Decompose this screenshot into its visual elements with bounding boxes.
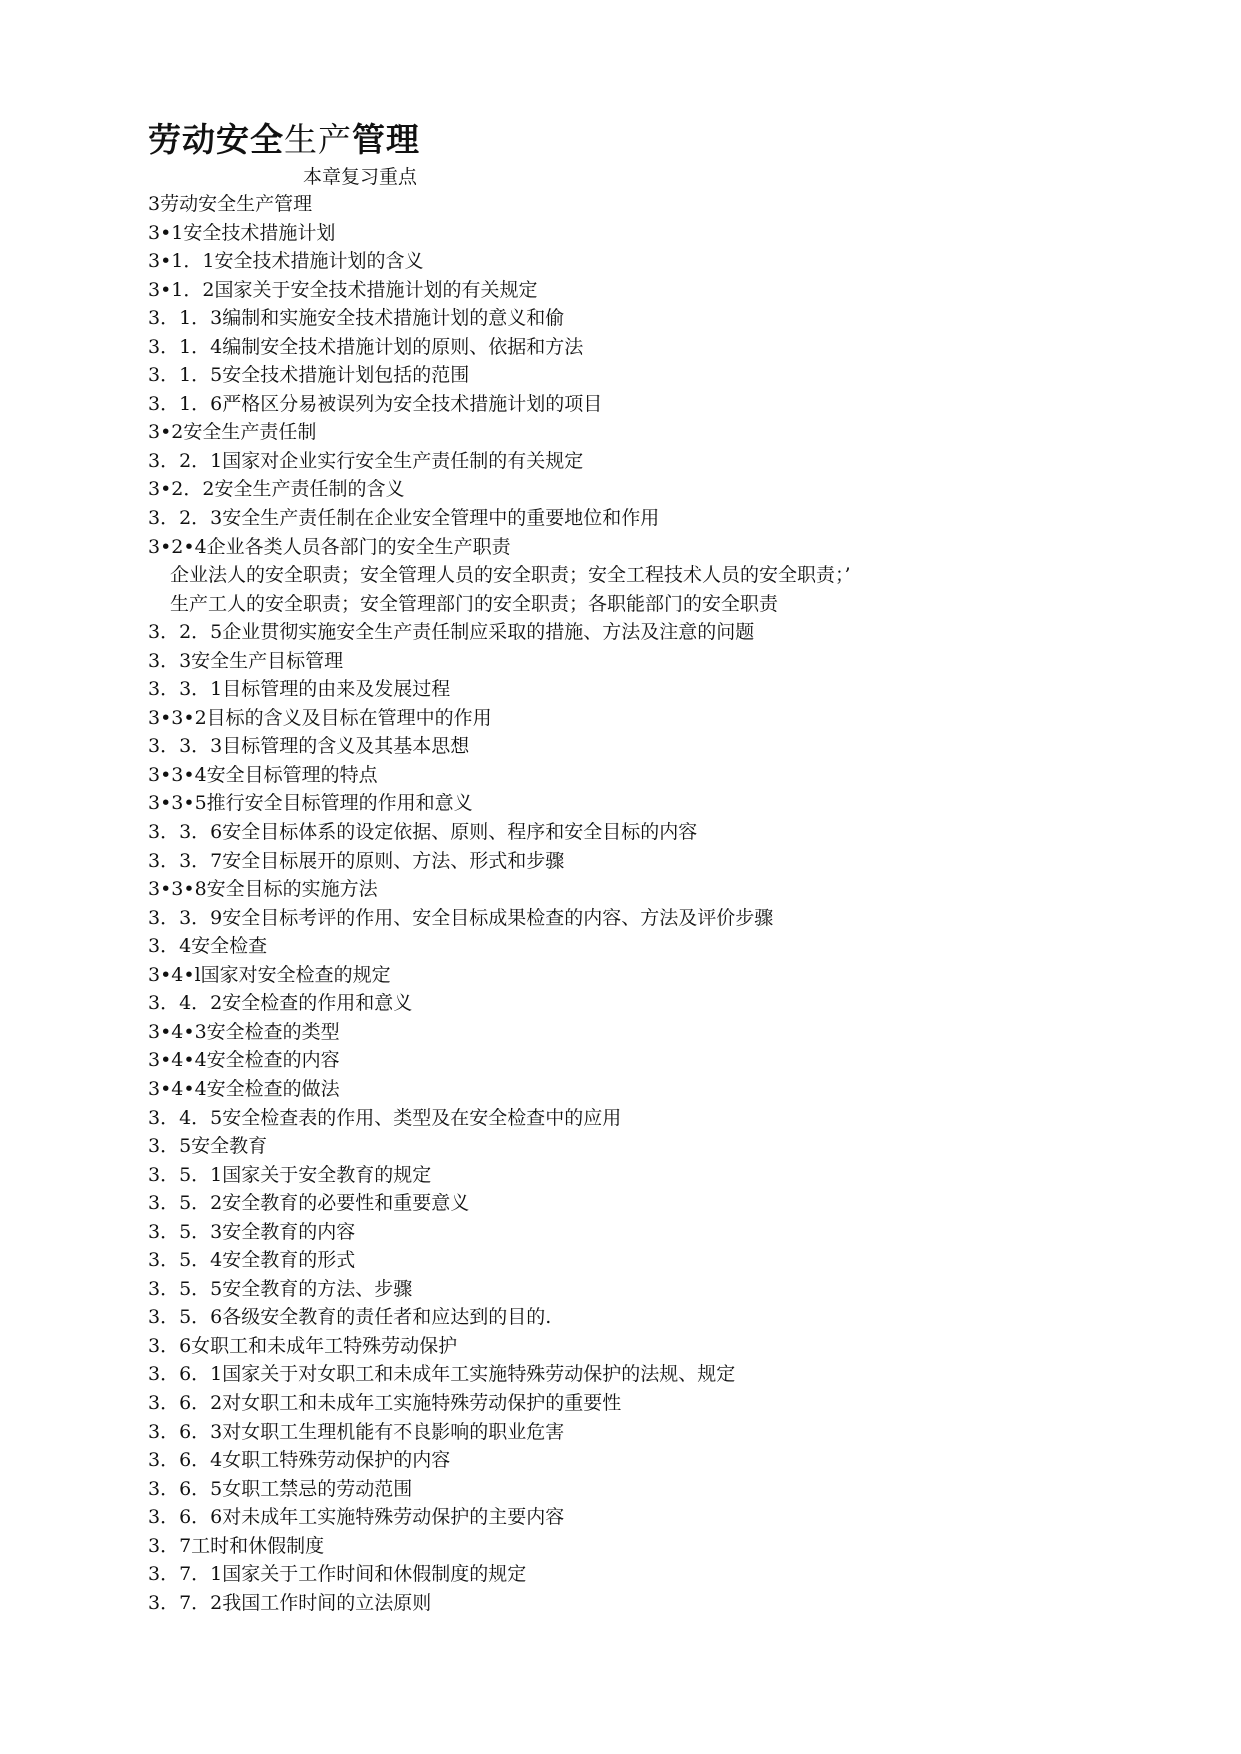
outline-item: 3•1．1安全技术措施计划的含义	[148, 250, 424, 273]
outline-item: 3．3．6安全目标体系的设定依据、原则、程序和安全目标的内容	[148, 821, 698, 844]
outline-item: 3•4•3安全检查的类型	[148, 1020, 340, 1043]
outline-item: 3．2．1国家对企业实行安全生产责任制的有关规定	[148, 449, 584, 472]
outline-item: 3•2．2安全生产责任制的含义	[148, 478, 405, 501]
outline-item: 3劳动安全生产管理	[148, 193, 313, 215]
outline-item: 3．6．6对未成年工实施特殊劳动保护的主要内容	[148, 1506, 565, 1529]
outline-item: 3．1．4编制安全技术措施计划的原则、依据和方法	[148, 335, 584, 358]
outline-item: 3．5安全教育	[148, 1135, 268, 1158]
outline-item: 3．3．9安全目标考评的作用、安全目标成果检查的内容、方法及评价步骤	[148, 906, 774, 929]
outline-item: 3．5．3安全教育的内容	[148, 1220, 356, 1243]
outline-item: 3．6．5女职工禁忌的劳动范围	[148, 1477, 413, 1500]
outline-item: 3•3•8安全目标的实施方法	[148, 878, 378, 901]
document-title	[148, 118, 420, 162]
outline-item: 3．3．3目标管理的含义及其基本思想	[148, 735, 470, 758]
outline-item: 3．4．2安全检查的作用和意义	[148, 992, 413, 1015]
outline-item: 3．6女职工和未成年工特殊劳动保护	[148, 1334, 458, 1357]
outline-item: 3．3．7安全目标展开的原则、方法、形式和步骤	[148, 849, 565, 872]
outline-item: 3•3•2目标的含义及目标在管理中的作用	[148, 706, 492, 729]
outline-detail-line: 企业法人的安全职责；安全管理人员的安全职责；安全工程技术人员的安全职责；’	[170, 564, 851, 587]
outline-item: 3•4•4安全检查的内容	[148, 1049, 340, 1072]
outline-item: 3．2．5企业贯彻实施安全生产责任制应采取的措施、方法及注意的问题	[148, 621, 755, 644]
outline-list	[148, 190, 851, 1617]
outline-item: 3．7．1国家关于工作时间和休假制度的规定	[148, 1563, 527, 1586]
outline-item: 3．6．3对女职工生理机能有不良影响的职业危害	[148, 1420, 565, 1443]
outline-item: 3．5．1国家关于安全教育的规定	[148, 1163, 432, 1186]
title-part-3: 管理	[352, 120, 420, 159]
outline-item: 3．5．2安全教育的必要性和重要意义	[148, 1192, 470, 1215]
outline-item: 3•1安全技术措施计划	[148, 221, 336, 244]
outline-item: 3．6．4女职工特殊劳动保护的内容	[148, 1449, 451, 1472]
outline-item: 3．4．5安全检查表的作用、类型及在安全检查中的应用	[148, 1106, 622, 1129]
outline-item: 3．6．2对女职工和未成年工实施特殊劳动保护的重要性	[148, 1391, 622, 1414]
outline-item: 3．3．1目标管理的由来及发展过程	[148, 678, 451, 701]
outline-item: 3．5．6各级安全教育的责任者和应达到的目的.	[148, 1306, 552, 1329]
document-subtitle: 本章复习重点	[303, 166, 418, 188]
outline-item: 3．1．5安全技术措施计划包括的范围	[148, 364, 470, 387]
outline-item: 3．1．6严格区分易被误列为安全技术措施计划的项目	[148, 392, 603, 415]
outline-item: 3．6．1国家关于对女职工和未成年工实施特殊劳动保护的法规、规定	[148, 1363, 736, 1386]
outline-item: 3．3安全生产目标管理	[148, 649, 344, 672]
outline-item: 3．7工时和休假制度	[148, 1534, 325, 1557]
outline-item: 3•2•4企业各类人员各部门的安全生产职责	[148, 535, 511, 558]
outline-item: 3•3•5推行安全目标管理的作用和意义	[148, 792, 473, 815]
outline-item: 3•1．2国家关于安全技术措施计划的有关规定	[148, 278, 538, 301]
outline-item: 3•4•l国家对安全检查的规定	[148, 963, 391, 986]
outline-item: 3．5．4安全教育的形式	[148, 1249, 356, 1272]
outline-item: 3．5．5安全教育的方法、步骤	[148, 1277, 413, 1300]
outline-item: 3．2．3安全生产责任制在企业安全管理中的重要地位和作用	[148, 507, 660, 530]
outline-item: 3．7．2我国工作时间的立法原则	[148, 1591, 432, 1614]
outline-item: 3•3•4安全目标管理的特点	[148, 763, 378, 786]
outline-detail-line: 生产工人的安全职责；安全管理部门的安全职责；各职能部门的安全职责	[170, 592, 779, 615]
outline-item: 3．4安全检查	[148, 935, 268, 958]
title-part-2: 生产	[284, 120, 352, 159]
outline-item: 3．1．3编制和实施安全技术措施计划的意义和偷	[148, 307, 565, 330]
title-part-1: 劳动安全	[148, 120, 284, 159]
outline-item: 3•2安全生产责任制	[148, 421, 317, 444]
outline-item: 3•4•4安全检查的做法	[148, 1077, 340, 1100]
